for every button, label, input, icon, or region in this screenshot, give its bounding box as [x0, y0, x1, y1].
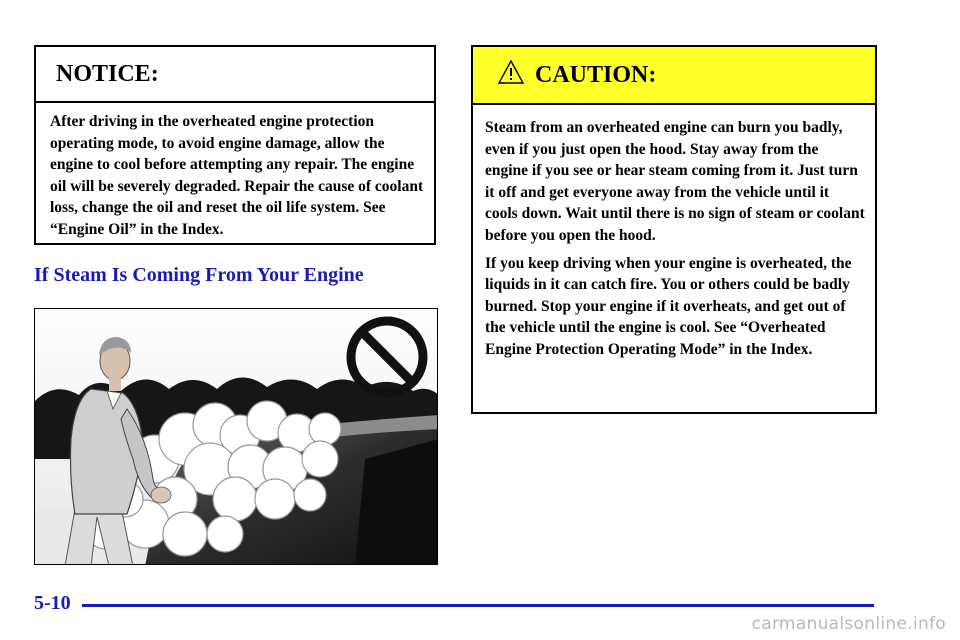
caution-text — [473, 105, 875, 361]
page-number: 5-10 — [34, 592, 71, 614]
notice-box — [34, 45, 436, 245]
illustration-art — [35, 309, 438, 565]
caution-box — [471, 45, 877, 414]
footer-divider — [82, 604, 874, 607]
steam-illustration — [34, 308, 438, 565]
caution-paragraph-2: If you keep driving when your engine is overheated, the liquids in it can catch fire. You or others could be badly burned. Stop your engine if it overheats, and get out of the vehicle until the engine is cool. See “Overheated Engine Protection Operating Mode” in the Index. — [485, 254, 852, 358]
warning-triangle-icon — [497, 59, 525, 85]
notice-title: NOTICE: — [36, 47, 434, 103]
caution-paragraph-1: Steam from an overheated engine can burn you badly, even if you just open the hood. Stay away from the engine if you see or hear steam coming from it. Just turn it off and get everyone away from the vehicle until it cools down. Wait until there is no sign of steam or coolant before you open the hood. — [485, 119, 865, 244]
section-heading: If Steam Is Coming From Your Engine — [34, 264, 364, 286]
caution-header — [473, 47, 875, 105]
caution-title: CAUTION: — [535, 61, 657, 88]
watermark: carmanualsonline.info — [751, 614, 946, 634]
notice-text: After driving in the overheated engine protection operating mode, to avoid engine damage, allow the engine to cool before attempting any repair. The engine oil will be severely degraded. Repair the cause of coolant loss, change the oil and reset the oil life system. See “Engine Oil” in the Index. — [50, 113, 424, 238]
